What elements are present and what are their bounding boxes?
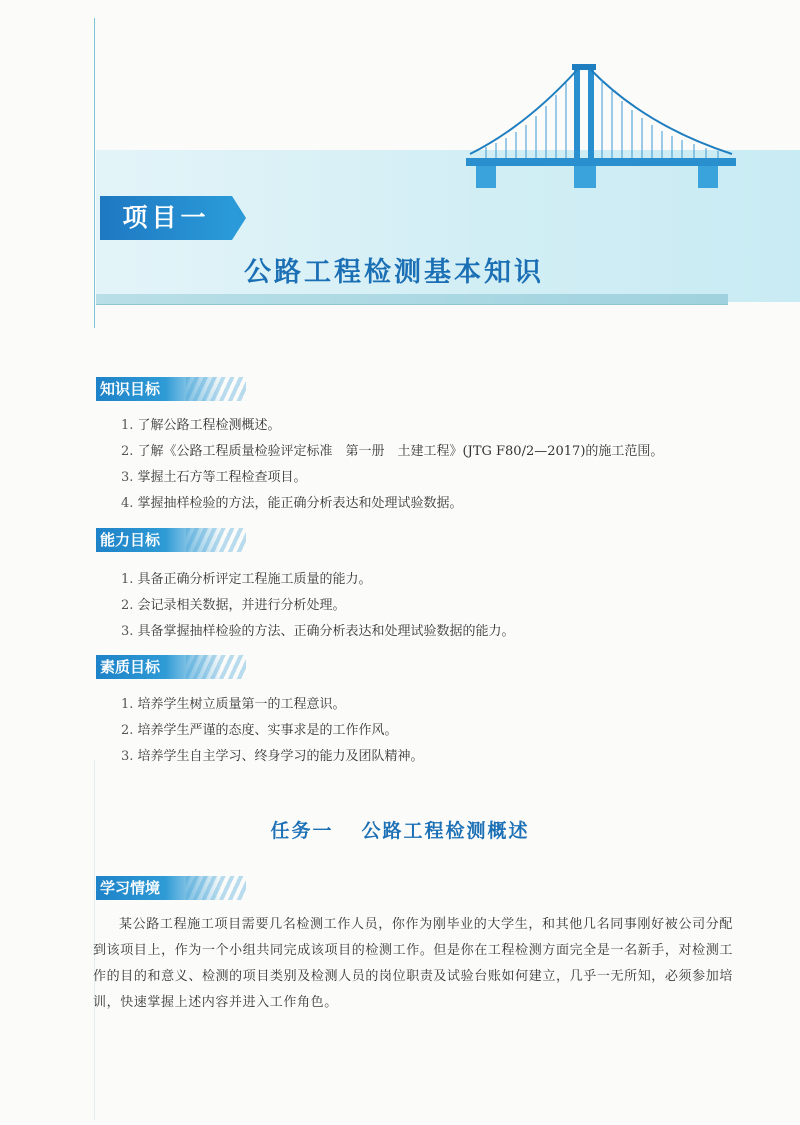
list-item: 1. 培养学生树立质量第一的工程意识。 bbox=[121, 697, 346, 712]
project-number-tag: 项目一 bbox=[100, 196, 232, 240]
section-label-situation: 学习情境 bbox=[96, 876, 222, 900]
list-item: 3. 具备掌握抽样检验的方法、正确分析表达和处理试验数据的能力。 bbox=[121, 624, 515, 639]
section-label-ability: 能力目标 bbox=[96, 528, 222, 552]
list-item: 1. 具备正确分析评定工程施工质量的能力。 bbox=[121, 572, 372, 587]
section-label-decoration bbox=[186, 655, 246, 679]
quality-goals-list bbox=[121, 692, 424, 770]
ability-goals-list bbox=[121, 567, 515, 645]
learning-situation-paragraph: 某公路工程施工项目需要几名检测工作人员，你作为刚毕业的大学生，和其他几名同事刚好被公司分配到该项目上，作为一个小组共同完成该项目的检测工作。但是你在工程检测方面完全是一名新手，对检测工作的目的和意义、检测的项目类别及检测人员的岗位职责及试验台账如何建立，几乎一无所知，必须参加培训，快速掌握上述内容并进入工作角色。 bbox=[93, 917, 733, 1010]
list-item: 3. 掌握土石方等工程检查项目。 bbox=[121, 470, 307, 485]
knowledge-goals-list bbox=[121, 413, 663, 517]
list-item: 3. 培养学生自主学习、终身学习的能力及团队精神。 bbox=[121, 749, 424, 764]
page-margin-line bbox=[94, 18, 95, 328]
header-banner-underline bbox=[96, 294, 728, 305]
section-label-decoration bbox=[186, 377, 246, 401]
suspension-bridge-icon bbox=[466, 60, 736, 190]
list-item: 1. 了解公路工程检测概述。 bbox=[121, 418, 281, 433]
task-title: 公路工程检测概述 bbox=[361, 820, 530, 842]
list-item: 2. 了解《公路工程质量检验评定标准 第一册 土建工程》(JTG F80/2—2017)的施工范围。 bbox=[121, 444, 664, 459]
list-item: 2. 培养学生严谨的态度、实事求是的工作作风。 bbox=[121, 723, 398, 738]
task-heading bbox=[0, 816, 800, 843]
project-title: 公路工程检测基本知识 bbox=[244, 257, 544, 288]
section-label-quality: 素质目标 bbox=[96, 655, 222, 679]
section-label-decoration bbox=[186, 876, 246, 900]
list-item: 4. 掌握抽样检验的方法，能正确分析表达和处理试验数据。 bbox=[121, 496, 463, 511]
list-item: 2. 会记录相关数据，并进行分析处理。 bbox=[121, 598, 346, 613]
section-label-knowledge: 知识目标 bbox=[96, 377, 222, 401]
section-label-decoration bbox=[186, 528, 246, 552]
task-number: 任务一 bbox=[270, 820, 334, 842]
